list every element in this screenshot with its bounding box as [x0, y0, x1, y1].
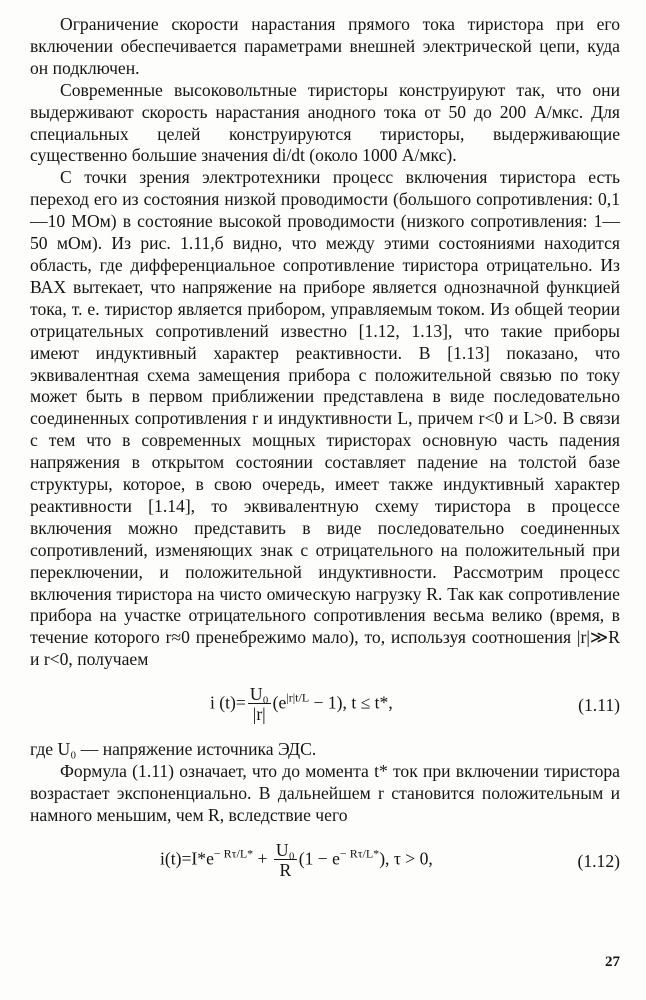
formula-1-11-expression: [210, 685, 393, 724]
formula-1-11-numerator: U₀: [249, 684, 269, 705]
formula-1-12-lhs: i(t)=I*e: [160, 848, 214, 869]
formula-1-12-numerator: U₀: [275, 839, 295, 860]
formula-1-12-number: (1.12): [577, 850, 620, 871]
formula-1-12-exponent-1: − Rτ/L*: [213, 846, 254, 861]
formula-1-11: [30, 675, 620, 739]
paragraph-4: где U₀ — напряжение источника ЭДС.: [30, 739, 317, 760]
formula-1-11-rhs-base: (e: [272, 692, 287, 713]
formula-1-12: [30, 831, 620, 895]
formula-1-12-denominator: R: [279, 859, 292, 880]
formula-1-11-denominator: |r|: [252, 704, 266, 725]
formula-1-12-fraction: [274, 841, 297, 880]
formula-1-11-exponent: |r|t/L: [286, 690, 310, 705]
formula-1-12-plus: +: [253, 848, 272, 869]
formula-1-12-rhs-base: (1 − e: [298, 848, 340, 869]
paragraph-2: Современные высоковольтные тиристоры конструируют так, что они выдерживают скорость нарастания анодного тока от 50 до 200 А/мкс. Для специальных целей конструируются тиристоры, выдерживающие существенно большие значения di/dt (около 1000 А/мкс).: [30, 79, 620, 166]
formula-1-11-fraction: [248, 685, 271, 724]
formula-1-12-expression: [160, 841, 433, 880]
paragraph-5: Формула (1.11) означает, что до момента t* ток при включении тиристора возрастает экспоненциально. В дальнейшем r становится положительным и намного меньшим, чем R, вследствие чего: [30, 761, 620, 825]
paragraph-3: С точки зрения электротехники процесс включения тиристора есть переход его из состояния низкой проводимости (большого сопротивления: 0,1—10 МОм) в состояние высокой проводимости (низкого сопротивления: 1—50 мОм). Из рис. 1.11,б видно, что между этими состояниями находится область, где дифференциальное сопротивление тиристора отрицательно. Из ВАХ вытекает, что напряжение на приборе является однозначной функцией тока, т. е. тиристор является прибором, управляемым током. Из общей теории отрицательных сопротивлений известно [1.12, 1.13], что такие приборы имеют индуктивный характер реактивности. В [1.13] показано, что эквивалентная схема замещения прибора с положительной связью по току может быть в первом приближении представлена в виде последовательно соединенных сопротивления r и индуктивности L, причем r<0 и L>0. В связи с тем что в современных мощных тиристорах основную часть падения напряжения в открытом состоянии составляет падение на толстой базе структуры, которое, в свою очередь, имеет также индуктивный характер реактивности [1.14], то эквивалентную схему тиристора в процессе включения можно представить в виде последовательно соединенных сопротивлений, изменяющих знак с отрицательного на положительный при переключении, и положительной индуктивности. Рассмотрим процесс включения тиристора на чисто омическую нагрузку R. Так как сопротивление прибора на участке отрицательного сопротивления весьма велико (время, в течение которого r≈0 пренебрежимо мало), то, используя соотношения |r|≫R и r<0, получаем: [30, 167, 620, 670]
page-number: 27: [605, 954, 620, 970]
formula-1-12-exponent-2: − Rτ/L*: [339, 846, 380, 861]
formula-1-11-lhs: i (t)=: [210, 692, 246, 713]
formula-1-11-rhs-tail: − 1), t ≤ t*,: [309, 692, 393, 713]
paragraph-1: Ограничение скорости нарастания прямого тока тиристора при его включении обеспечивается параметрами внешней электрической цепи, куда он подключен.: [30, 14, 620, 78]
formula-1-11-number: (1.11): [578, 695, 620, 716]
body-text: [30, 14, 620, 895]
formula-1-12-rhs-tail: ), τ > 0,: [379, 848, 433, 869]
